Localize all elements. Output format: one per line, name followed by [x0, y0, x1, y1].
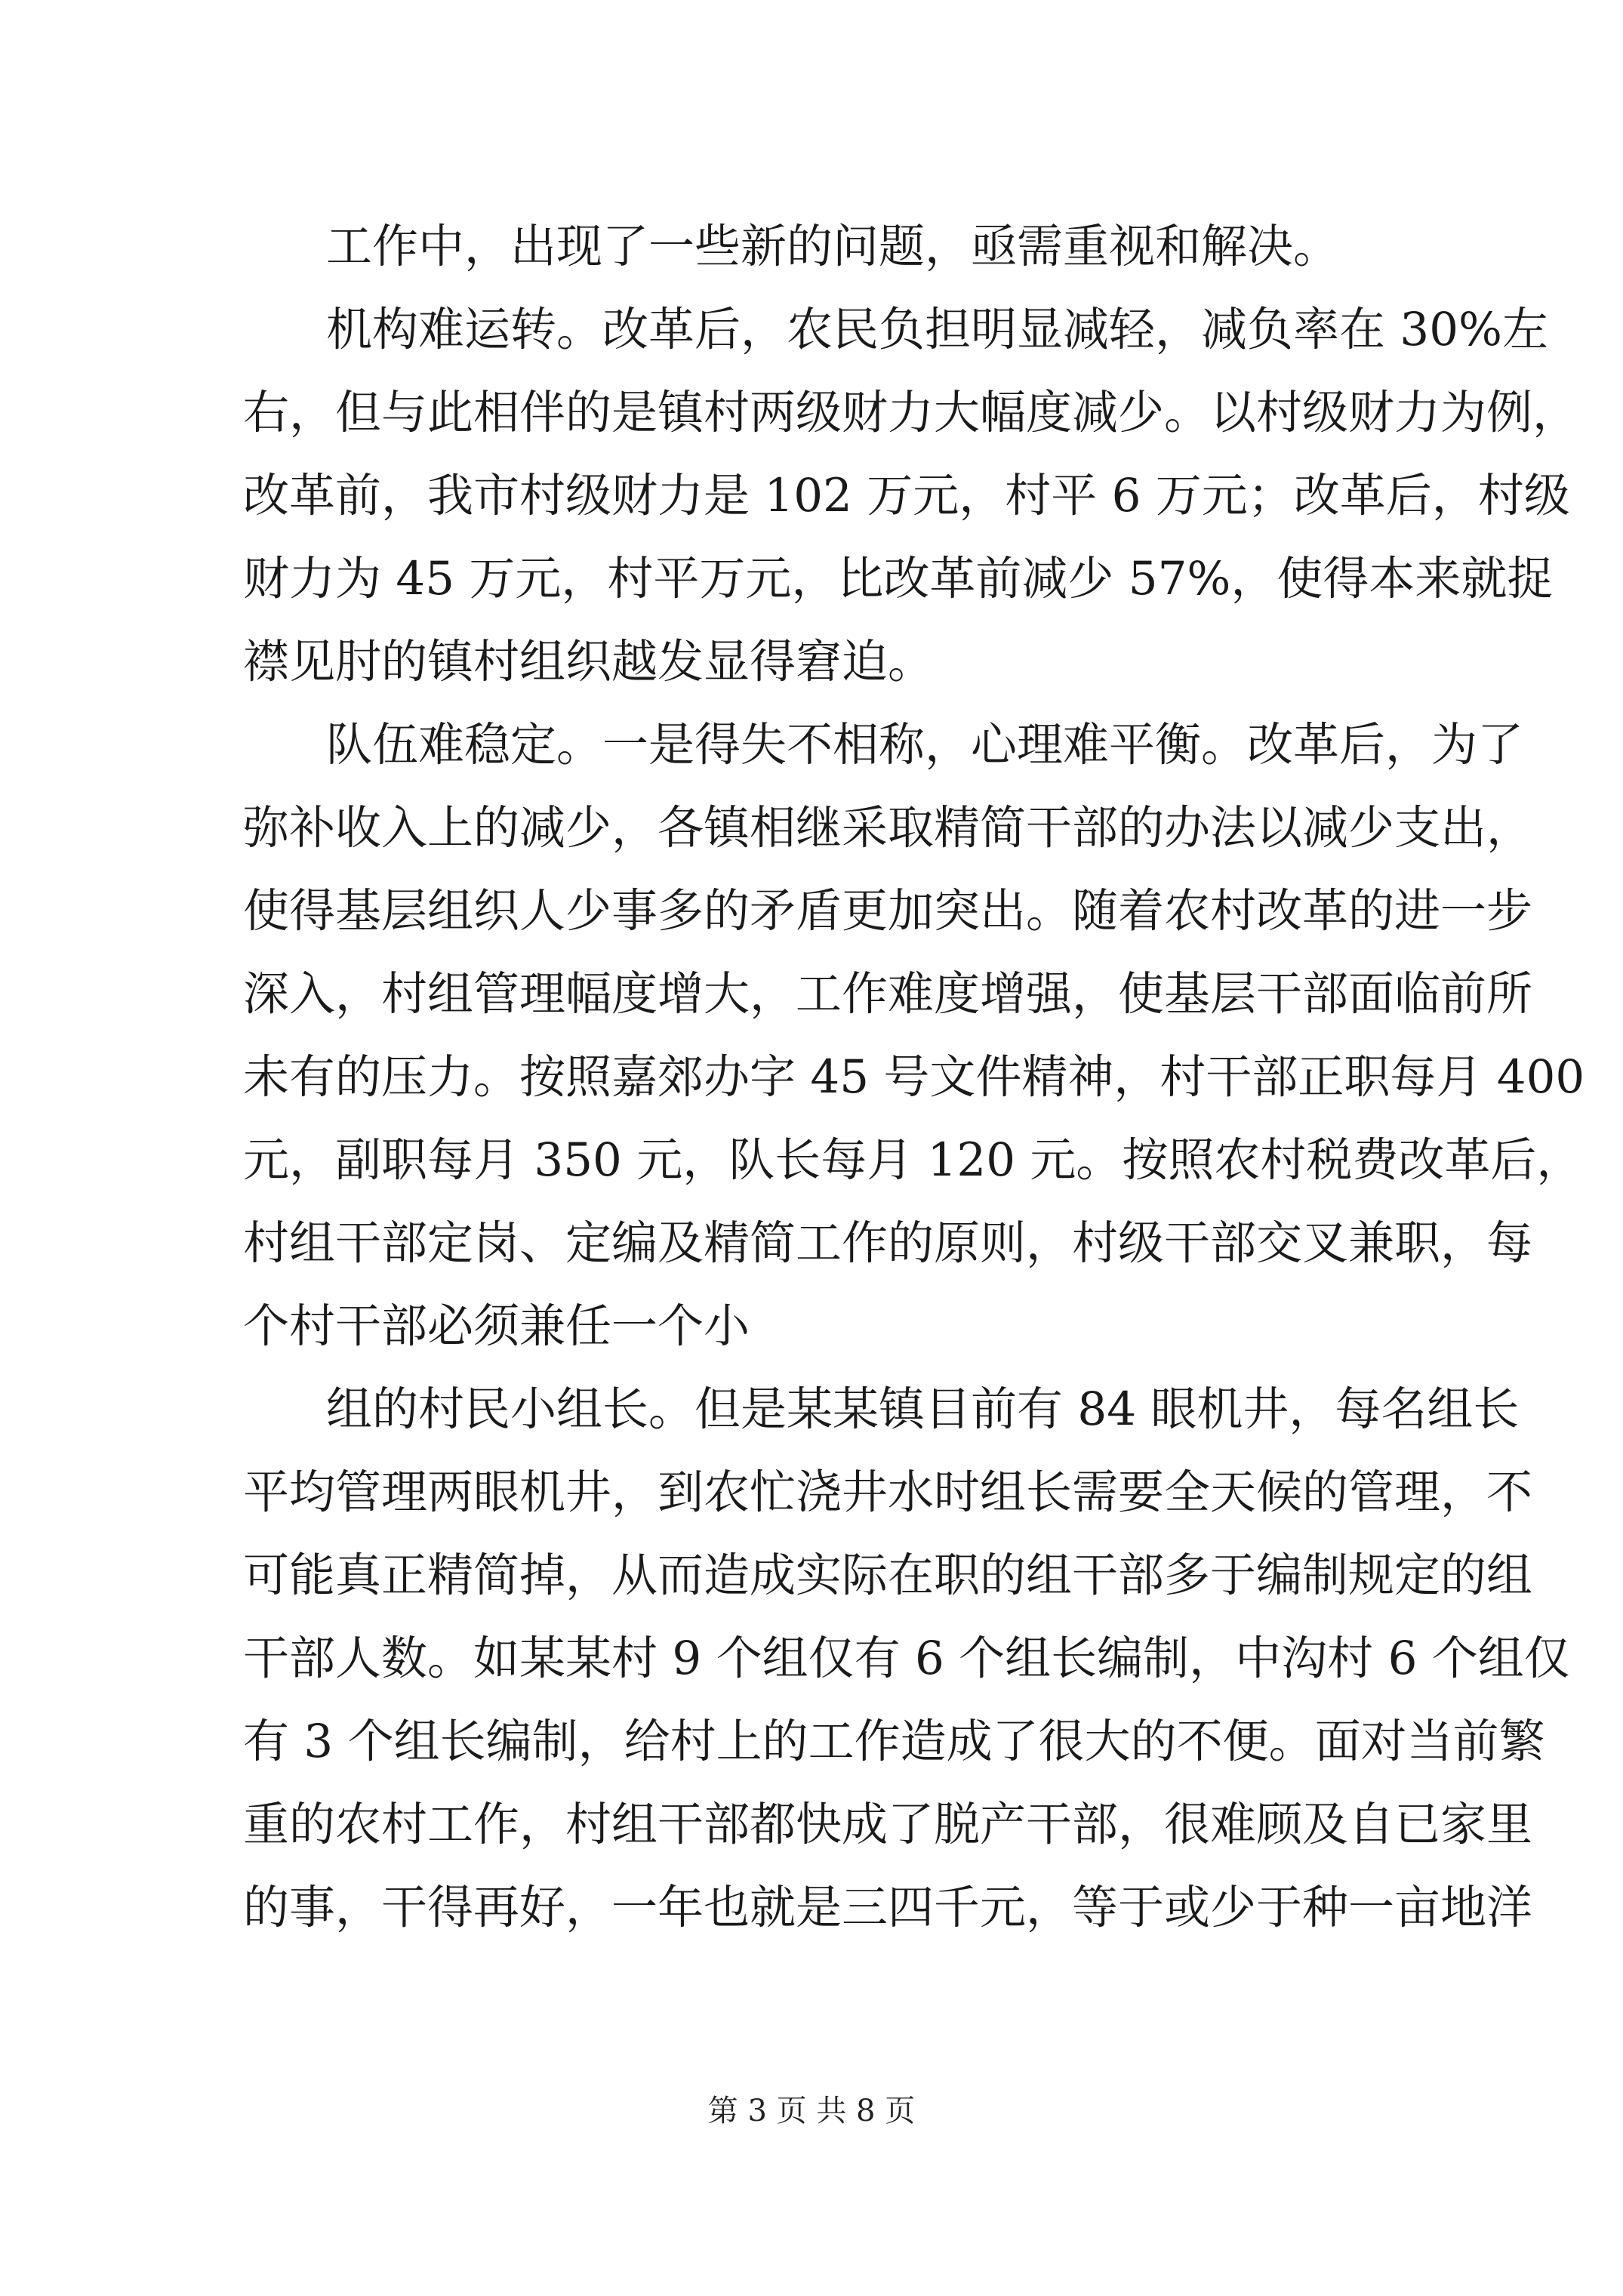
- text-line: 平均管理两眼机井，到农忙浇井水时组长需要全天候的管理，不: [243, 1465, 1533, 1519]
- text-line: 右，但与此相伴的是镇村两级财力大幅度减少。以村级财力为例，: [243, 386, 1579, 439]
- text-line: 深入，村组管理幅度增大，工作难度增强，使基层干部面临前所: [243, 967, 1533, 1021]
- text-line: 组的村民小组长。但是某某镇目前有 84 眼机井，每名组长: [326, 1382, 1520, 1436]
- text-line: 队伍难稳定。一是得失不相称，心理难平衡。改革后，为了: [326, 718, 1524, 772]
- text-line: 有 3 个组长编制，给村上的工作造成了很大的不便。面对当前繁: [243, 1715, 1545, 1768]
- text-line: 可能真正精简掉，从而造成实际在职的组干部多于编制规定的组: [243, 1549, 1533, 1602]
- text-line: 个村干部必须兼任一个小: [243, 1299, 750, 1353]
- text-line: 工作中，出现了一些新的问题，亟需重视和解决。: [326, 220, 1340, 273]
- text-line: 使得基层组织人少事多的矛盾更加突出。随着农村改革的进一步: [243, 884, 1533, 938]
- text-line: 弥补收入上的减少，各镇相继采取精简干部的办法以减少支出，: [243, 801, 1533, 855]
- text-line: 干部人数。如某某村 9 个组仅有 6 个组长编制，中沟村 6 个组仅: [243, 1632, 1570, 1685]
- text-line: 村组干部定岗、定编及精简工作的原则，村级干部交叉兼职，每: [243, 1216, 1533, 1270]
- text-line: 未有的压力。按照嘉郊办字 45 号文件精神，村干部正职每月 400: [243, 1050, 1585, 1104]
- text-line: 机构难运转。改革后，农民负担明显减轻，减负率在 30%左: [326, 303, 1548, 356]
- page-number: 第 3 页 共 8 页: [707, 2094, 916, 2128]
- text-line: 襟见肘的镇村组织越发显得窘迫。: [243, 635, 935, 689]
- text-line: 重的农村工作，村组干部都快成了脱产干部，很难顾及自已家里: [243, 1798, 1533, 1851]
- text-line: 元，副职每月 350 元，队长每月 120 元。按照农村税费改革后，: [243, 1133, 1583, 1187]
- document-body: [243, 205, 1585, 1949]
- text-line: 改革前，我市村级财力是 102 万元，村平 6 万元；改革后，村级: [243, 469, 1570, 522]
- text-line: 财力为 45 万元，村平万元，比改革前减少 57%，使得本来就捉: [243, 552, 1554, 606]
- text-line: 的事，干得再好，一年也就是三四千元，等于或少于种一亩地洋: [243, 1881, 1533, 1934]
